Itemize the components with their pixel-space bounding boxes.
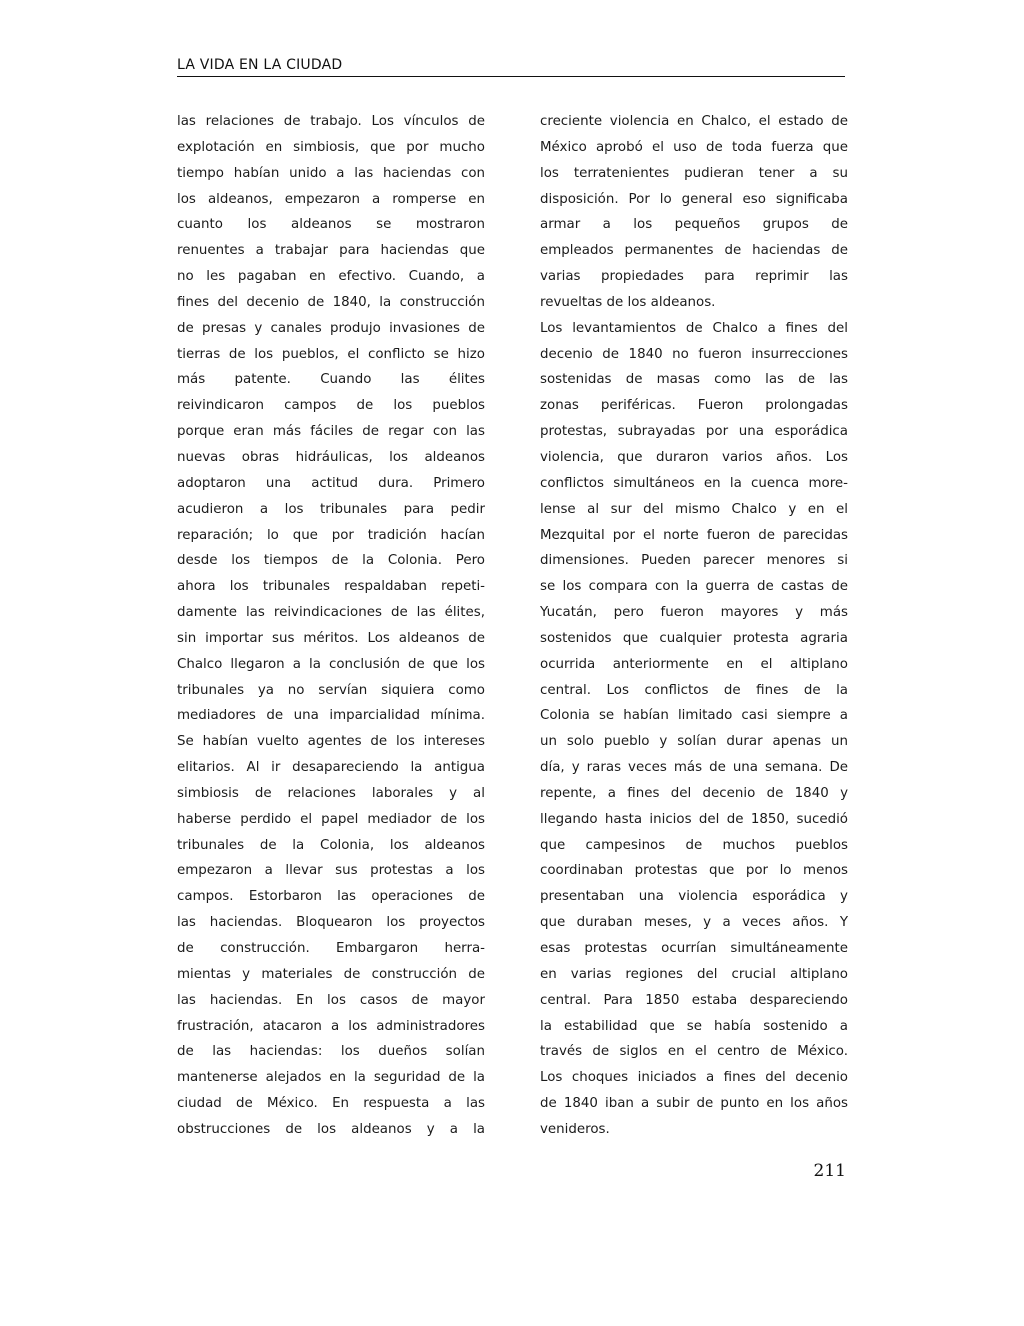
text-line: coordinaban protestas que por lo menos [540, 863, 848, 879]
text-line: decenio de 1840 no fueron insurrecciones [540, 346, 848, 362]
text-line: protestas, subrayadas por una esporádica [540, 424, 848, 440]
text-line: mientas y materiales de construcción de [177, 966, 485, 982]
text-line: fines del decenio de 1840, la construcción [177, 294, 485, 310]
text-line: presentaban una violencia esporádica y [540, 889, 848, 905]
text-line: venideros. [540, 1121, 610, 1137]
text-line: campos. Estorbaron las operaciones de [177, 889, 485, 905]
text-line: de las haciendas: los dueños solían [177, 1044, 485, 1060]
text-line: violencia, que duraron varios años. Los [540, 449, 848, 465]
text-line: explotación en simbiosis, que por mucho [177, 139, 485, 155]
text-line: tierras de los pueblos, el conflicto se hizo [177, 346, 485, 362]
text-line: Mezquital por el norte fueron de parecidas [540, 527, 848, 543]
text-line: empleados permanentes de haciendas de [540, 243, 848, 259]
text-line: armar a los pequeños grupos de [540, 217, 848, 233]
text-line: cuanto los aldeanos se mostraron [177, 217, 485, 233]
text-line: Yucatán, pero fueron mayores y más [540, 605, 848, 621]
text-line: las relaciones de trabajo. Los vínculos de [177, 114, 485, 129]
text-line: frustración, atacaron a los administradores [177, 1018, 485, 1034]
text-line: tribunales ya no servían siquiera como [177, 682, 485, 698]
text-line: adoptaron una actitud dura. Primero [177, 475, 485, 491]
text-line: de presas y canales produjo invasiones de [177, 320, 485, 336]
text-line: de construcción. Embargaron herra- [177, 941, 485, 956]
text-line: central. Los conflictos de fines de la [540, 682, 848, 698]
text-line: damente las reivindicaciones de las élites, [177, 605, 485, 621]
text-line: los terratenientes pudieran tener a su [540, 165, 848, 181]
text-line: zonas periféricas. Fueron prolongadas [540, 398, 848, 414]
text-line: porque eran más fáciles de regar con las [177, 424, 485, 440]
header-rule [342, 76, 845, 77]
text-line: México aprobó el uso de toda fuerza que [540, 139, 848, 155]
text-line: Los choques iniciados a fines del decenio [540, 1070, 848, 1086]
text-line: lense al sur del mismo Chalco y en el [540, 501, 848, 517]
text-line: simbiosis de relaciones laborales y al [177, 785, 485, 801]
right-text-column [540, 109, 848, 1143]
text-line: ocurrida anteriormente en el altiplano [540, 656, 848, 672]
text-line: central. Para 1850 estaba despareciendo [540, 992, 848, 1008]
text-line: de 1840 iban a subir de punto en los años [540, 1096, 848, 1112]
page-number: 211 [813, 1161, 846, 1181]
text-line: no les pagaban en efectivo. Cuando, a [177, 269, 485, 285]
text-line: reparación; lo que por tradición hacían [177, 527, 485, 543]
text-line: creciente violencia en Chalco, el estado de [540, 114, 848, 129]
text-line: Chalco llegaron a la conclusión de que los [177, 656, 485, 672]
text-line: en varias regiones del crucial altiplano [540, 966, 848, 982]
text-line: Los levantamientos de Chalco a fines del [540, 320, 848, 336]
text-line: más patente. Cuando las élites [177, 372, 485, 388]
text-line: conflictos simultáneos en la cuenca more- [540, 475, 848, 491]
text-line: obstrucciones de los aldeanos y a la [177, 1121, 485, 1137]
text-line: que campesinos de muchos pueblos [540, 837, 848, 853]
text-line: las haciendas. En los casos de mayor [177, 992, 485, 1008]
text-line: sostenidas de masas como las de las [540, 372, 848, 388]
text-line: empezaron a llevar sus protestas a los [177, 863, 485, 879]
text-line: acudieron a los tribunales para pedir [177, 501, 485, 517]
text-line: un solo pueblo y solían durar apenas un [540, 734, 848, 750]
running-header-title: LA VIDA EN LA CIUDAD [177, 56, 342, 77]
text-line: sin importar sus méritos. Los aldeanos de [177, 630, 485, 646]
text-line: Colonia se habían limitado casi siempre a [540, 708, 848, 724]
left-text-column [177, 109, 485, 1143]
text-line: elitarios. Al ir desapareciendo la antigua [177, 760, 485, 776]
text-line: llegando hasta inicios del de 1850, sucedió [540, 811, 848, 827]
text-line: través de siglos en el centro de México. [540, 1044, 848, 1060]
text-line: desde los tiempos de la Colonia. Pero [177, 553, 485, 569]
text-line: sostenidos que cualquier protesta agraria [540, 630, 848, 646]
text-line: que duraban meses, y a veces años. Y [540, 915, 848, 931]
text-line: tribunales de la Colonia, los aldeanos [177, 837, 485, 853]
text-line: renuentes a trabajar para haciendas que [177, 243, 485, 259]
text-line: día, y raras veces más de una semana. De [540, 760, 848, 776]
text-line: varias propiedades para reprimir las [540, 269, 848, 285]
text-line: ciudad de México. En respuesta a las [177, 1096, 485, 1112]
text-line: esas protestas ocurrían simultáneamente [540, 941, 848, 956]
text-line: las haciendas. Bloquearon los proyectos [177, 915, 485, 931]
text-line: nuevas obras hidráulicas, los aldeanos [177, 449, 485, 465]
text-line: Se habían vuelto agentes de los intereses [177, 734, 485, 750]
running-header [177, 57, 845, 77]
text-line: se los compara con la guerra de castas de [540, 579, 848, 595]
text-line: tiempo habían unido a las haciendas con [177, 165, 485, 181]
text-line: dimensiones. Pueden parecer menores si [540, 553, 848, 569]
text-line: reivindicaron campos de los pueblos [177, 398, 485, 414]
text-line: disposición. Por lo general eso significaba [540, 191, 848, 207]
text-line: repente, a fines del decenio de 1840 y [540, 785, 848, 801]
text-line: haberse perdido el papel mediador de los [177, 811, 485, 827]
text-line: mantenerse alejados en la seguridad de la [177, 1070, 485, 1086]
text-line: los aldeanos, empezaron a romperse en [177, 191, 485, 207]
text-line: mediadores de una imparcialidad mínima. [177, 708, 485, 724]
text-line: la estabilidad que se había sostenido a [540, 1018, 848, 1034]
text-line: revueltas de los aldeanos. [540, 294, 716, 310]
text-line: ahora los tribunales respaldaban repeti- [177, 579, 485, 595]
